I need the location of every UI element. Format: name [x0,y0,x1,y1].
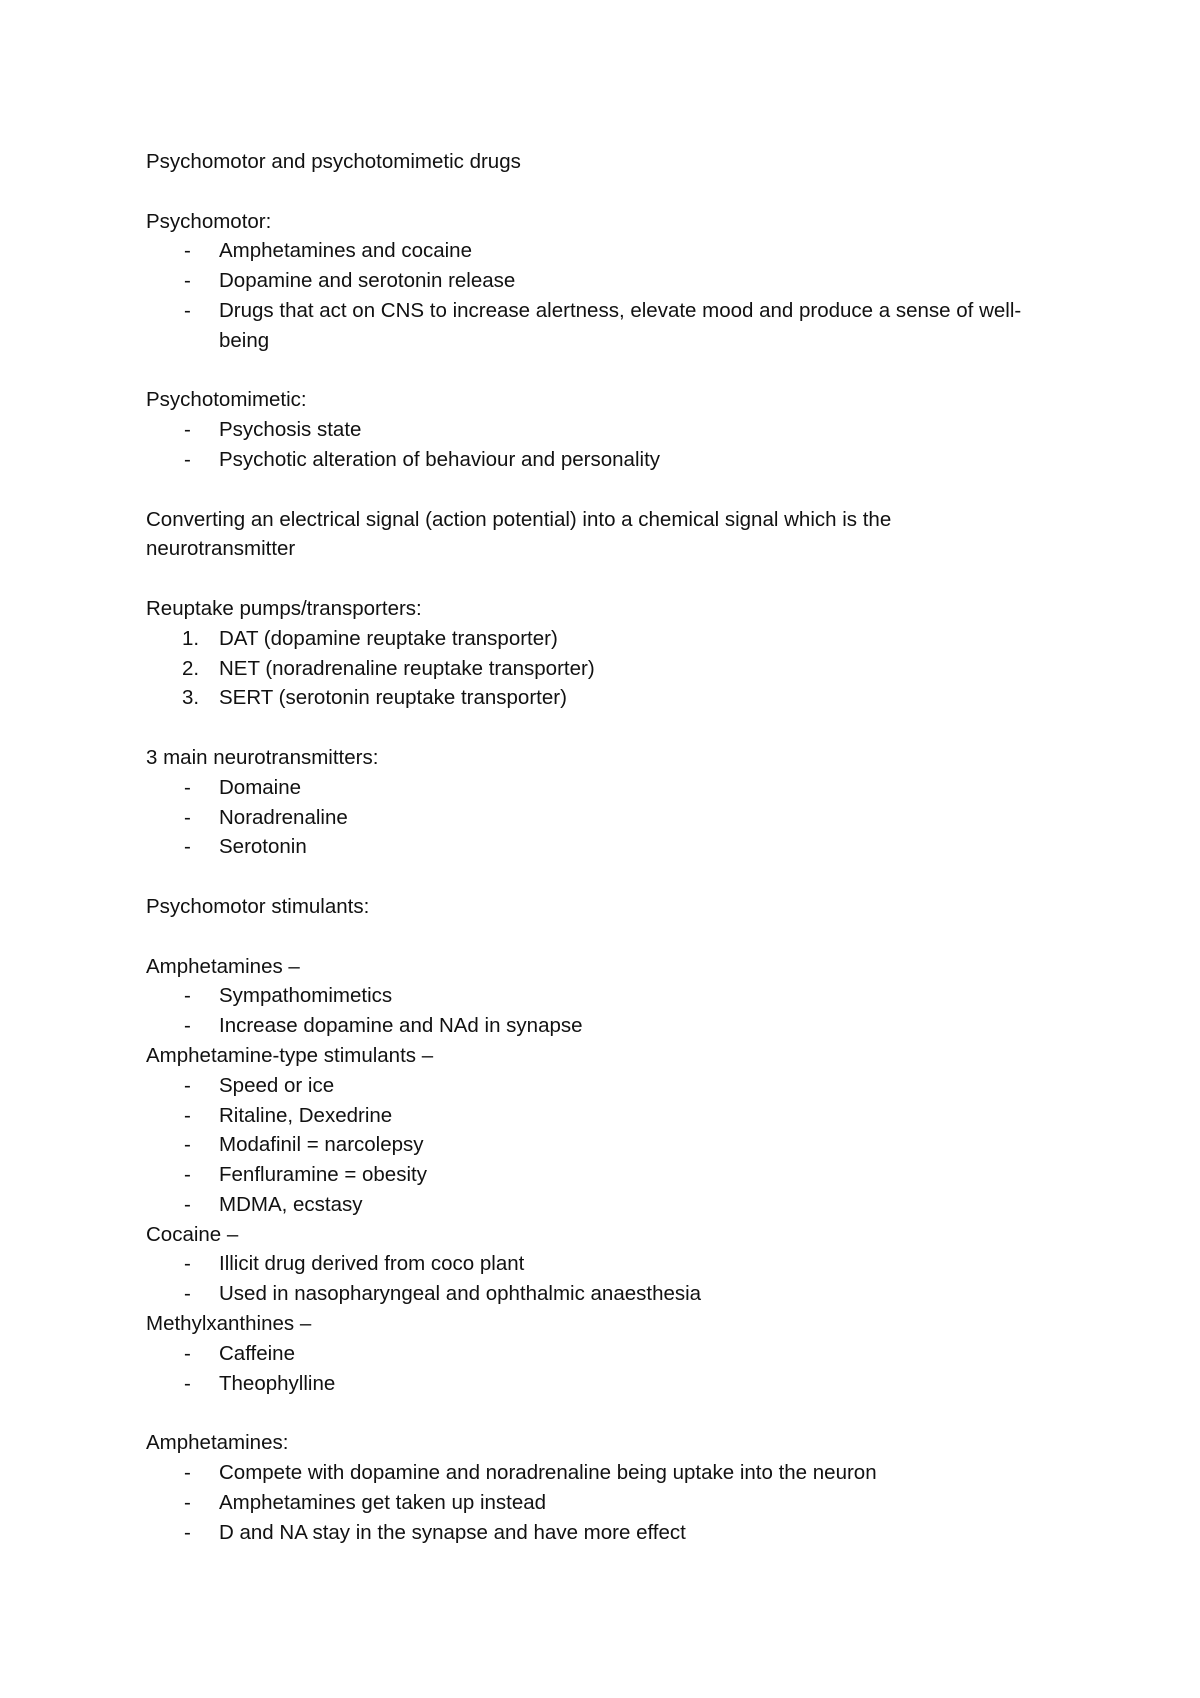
dash-bullet: - [184,418,191,442]
list-item [146,1190,1046,1220]
list-item-text: Caffeine [219,1341,295,1365]
blank-line [146,862,1046,892]
dash-bullet: - [184,1014,191,1038]
list-item [146,1249,1046,1279]
dash-bullet: - [184,447,191,471]
section-heading-psychotomimetic: Psychotomimetic: [146,388,307,412]
blank-line [146,1398,1046,1428]
section-heading-reuptake: Reuptake pumps/transporters: [146,596,422,620]
list-item [146,832,1046,862]
list-item [146,296,1046,356]
subheading-methylxanthines: Methylxanthines – [146,1312,312,1336]
dash-bullet: - [184,1282,191,1306]
list-item-text: Amphetamines and cocaine [219,239,472,263]
converting-paragraph: Converting an electrical signal (action potential) into a chemical signal which is the neurotransmitter [146,507,892,561]
list-item-text: Illicit drug derived from coco plant [219,1252,525,1276]
dash-bullet: - [184,1461,191,1485]
numbered-item [146,624,1046,654]
subheading-amphetamines: Amphetamines – [146,954,300,978]
list-item-text: Modafinil = narcolepsy [219,1133,424,1157]
list-item [146,773,1046,803]
document-title: Psychomotor and psychotomimetic drugs [146,150,521,173]
blank-line [146,356,1046,386]
list-item-text: Used in nasopharyngeal and ophthalmic anaesthesia [219,1282,702,1306]
subheading-amphetamine-type: Amphetamine-type stimulants – [146,1043,434,1067]
item-number: 3. [182,686,200,710]
list-item-text: Increase dopamine and NAd in synapse [219,1014,583,1038]
dash-bullet: - [184,1192,191,1216]
list-item-text: Compete with dopamine and noradrenaline being uptake into the neuron [219,1461,877,1485]
list-item-text: Amphetamines get taken up instead [219,1490,547,1514]
list-item-text: DAT (dopamine reuptake transporter) [219,626,558,650]
dash-bullet: - [184,1103,191,1127]
dash-bullet: - [184,805,191,829]
list-item-text: MDMA, ecstasy [219,1192,363,1216]
item-number: 2. [182,656,200,680]
list-item [146,1160,1046,1190]
list-item-text: Domaine [219,775,302,799]
dash-bullet: - [184,1073,191,1097]
list-item [146,1518,1046,1548]
blank-line [146,922,1046,952]
dash-bullet: - [184,1341,191,1365]
blank-line [146,177,1046,207]
list-item-text: Drugs that act on CNS to increase alertness, elevate mood and produce a sense of well-being [219,298,1022,352]
dash-bullet: - [184,1163,191,1187]
dash-bullet: - [184,298,191,322]
list-item [146,236,1046,266]
list-item [146,1011,1046,1041]
item-number: 1. [182,626,200,650]
dash-bullet: - [184,269,191,293]
dash-bullet: - [184,775,191,799]
list-item-text: Serotonin [219,835,307,859]
list-item [146,981,1046,1011]
subheading-cocaine: Cocaine – [146,1222,239,1246]
list-item [146,1458,1046,1488]
dash-bullet: - [184,984,191,1008]
numbered-item [146,683,1046,713]
list-item-text: D and NA stay in the synapse and have more effect [219,1520,686,1544]
blank-line [146,713,1046,743]
list-item-text: SERT (serotonin reuptake transporter) [219,686,567,710]
list-item-text: Noradrenaline [219,805,348,829]
list-item-text: Theophylline [219,1371,336,1395]
list-item-text: NET (noradrenaline reuptake transporter) [219,656,595,680]
list-item [146,1101,1046,1131]
list-item-text: Psychosis state [219,418,362,442]
list-item [146,1279,1046,1309]
list-item [146,1339,1046,1369]
list-item-text: Psychotic alteration of behaviour and personality [219,447,661,471]
list-item [146,1130,1046,1160]
section-heading-neurotransmitters: 3 main neurotransmitters: [146,745,379,769]
blank-line [146,564,1046,594]
list-item [146,1488,1046,1518]
dash-bullet: - [184,1371,191,1395]
dash-bullet: - [184,239,191,263]
section-heading-amphetamines-mechanism: Amphetamines: [146,1431,289,1455]
list-item [146,1071,1046,1101]
section-heading-stimulants: Psychomotor stimulants: [146,894,370,918]
list-item [146,445,1046,475]
list-item-text: Fenfluramine = obesity [219,1163,427,1187]
numbered-item [146,654,1046,684]
dash-bullet: - [184,1520,191,1544]
document-body [146,147,1046,1547]
list-item [146,803,1046,833]
list-item-text: Speed or ice [219,1073,335,1097]
blank-line [146,475,1046,505]
dash-bullet: - [184,1252,191,1276]
section-heading-psychomotor: Psychomotor: [146,209,272,233]
dash-bullet: - [184,1490,191,1514]
dash-bullet: - [184,835,191,859]
list-item-text: Dopamine and serotonin release [219,269,516,293]
dash-bullet: - [184,1133,191,1157]
list-item [146,266,1046,296]
list-item-text: Sympathomimetics [219,984,393,1008]
list-item [146,415,1046,445]
list-item-text: Ritaline, Dexedrine [219,1103,393,1127]
list-item [146,1369,1046,1399]
